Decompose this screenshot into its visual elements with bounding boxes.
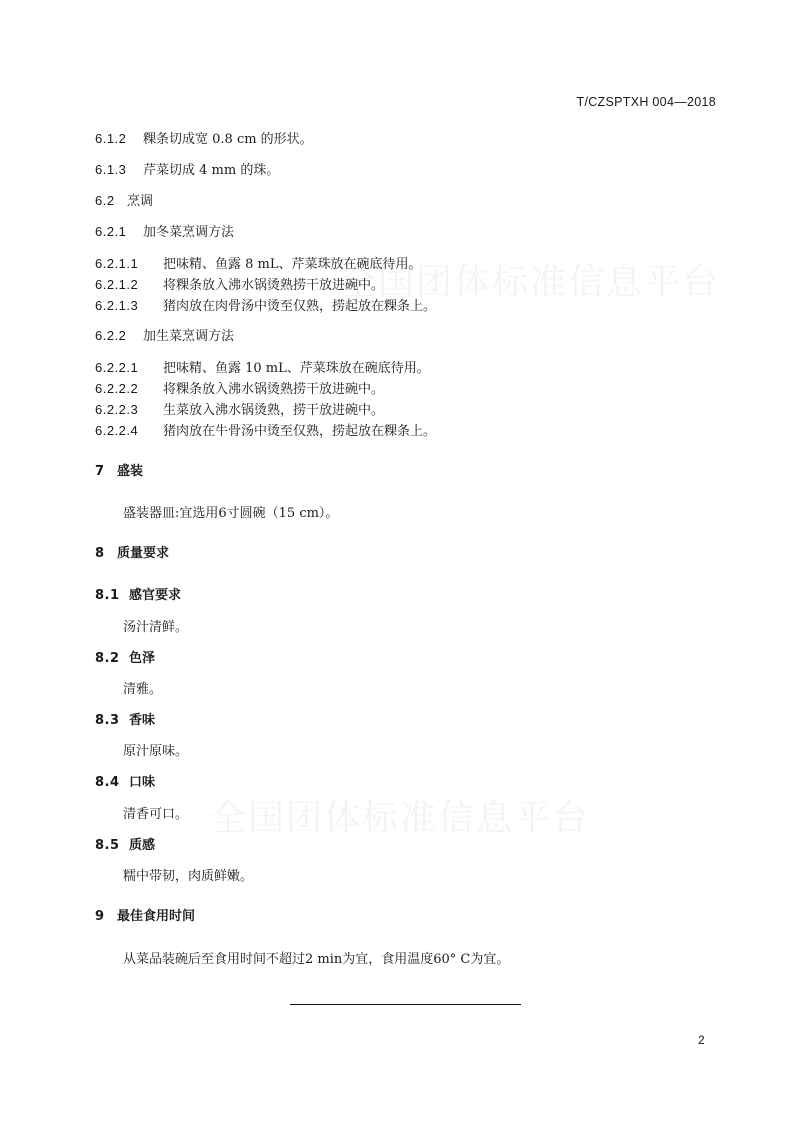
clause-number: 6.2.1.2 — [95, 277, 139, 292]
clause-number: 6.2.1.1 — [95, 256, 139, 271]
clause-number: 6.1.2 — [95, 131, 127, 146]
clause-number: 6.2.1 — [95, 224, 127, 239]
clause-text: 将粿条放入沸水锅烫熟捞干放进碗中。 — [163, 382, 385, 397]
clause-6-2-2-2 — [95, 381, 384, 398]
clause-number: 6.2.2.4 — [95, 423, 139, 438]
clause-heading: 加生菜烹调方法 — [143, 329, 235, 344]
clause-number: 6.2.1.3 — [95, 298, 139, 313]
section-title: 质量要求 — [117, 546, 170, 561]
document-code: T/CZSPTXH 004—2018 — [576, 95, 716, 109]
clause-6-2-1-2 — [95, 277, 384, 294]
clause-8-3-heading — [95, 713, 155, 729]
clause-6-2-1 — [95, 224, 234, 241]
clause-number: 8.2 — [95, 651, 120, 666]
section-7-body: 盛装器皿:宜选用6寸圆碗（15 cm）。 — [123, 506, 339, 521]
clause-8-3-body: 原汁原味。 — [123, 744, 189, 759]
clause-number: 6.2 — [95, 193, 115, 208]
clause-title: 口味 — [129, 775, 156, 790]
clause-number: 8.3 — [95, 713, 120, 728]
clause-number: 6.2.2.3 — [95, 402, 139, 417]
clause-title: 感官要求 — [129, 588, 182, 603]
clause-text: 芹菜切成 4 mm 的珠。 — [143, 163, 280, 178]
clause-text: 猪肉放在牛骨汤中烫至仅熟，捞起放在粿条上。 — [163, 424, 437, 439]
clause-text: 把味精、鱼露 8 mL、芹菜珠放在碗底待用。 — [163, 257, 422, 272]
clause-text: 把味精、鱼露 10 mL、芹菜珠放在碗底待用。 — [163, 361, 430, 376]
clause-text: 猪肉放在肉骨汤中烫至仅熟，捞起放在粿条上。 — [163, 299, 437, 314]
section-9-body: 从菜品装碗后至食用时间不超过2 min为宜，食用温度60° C为宜。 — [123, 952, 510, 967]
clause-6-2-2 — [95, 328, 234, 345]
clause-8-5-heading — [95, 838, 155, 854]
section-title: 盛装 — [117, 464, 144, 479]
clause-8-1-heading — [95, 588, 181, 604]
clause-6-2-1-3 — [95, 298, 436, 315]
watermark: 全国团体标准信息平台 — [210, 798, 591, 839]
section-title: 最佳食用时间 — [117, 909, 196, 924]
clause-6-2-1-1 — [95, 256, 422, 273]
clause-6-2-2-1 — [95, 360, 430, 377]
clause-8-2-body: 清雅。 — [123, 682, 163, 697]
clause-6-2-2-4 — [95, 423, 436, 440]
section-number: 7 — [95, 464, 105, 479]
clause-6-1-3 — [95, 162, 279, 179]
clause-heading: 烹调 — [127, 194, 154, 209]
clause-6-2-2-3 — [95, 402, 384, 419]
clause-8-4-heading — [95, 775, 155, 791]
section-number: 8 — [95, 546, 105, 561]
clause-number: 8.1 — [95, 588, 120, 603]
clause-text: 生菜放入沸水锅烫熟，捞干放进碗中。 — [163, 403, 385, 418]
clause-number: 6.2.2 — [95, 328, 127, 343]
end-rule — [290, 1004, 521, 1005]
clause-number: 8.4 — [95, 775, 120, 790]
clause-title: 香味 — [129, 713, 156, 728]
section-7-heading — [95, 464, 143, 480]
clause-text: 粿条切成宽 0.8 cm 的形状。 — [143, 132, 313, 147]
clause-6-1-2 — [95, 131, 313, 148]
section-9-heading — [95, 909, 195, 925]
clause-8-2-heading — [95, 651, 155, 667]
clause-title: 色泽 — [129, 651, 156, 666]
clause-8-1-body: 汤汁清鲜。 — [123, 620, 189, 635]
section-number: 9 — [95, 909, 105, 924]
clause-8-4-body: 清香可口。 — [123, 807, 189, 822]
section-8-heading — [95, 546, 169, 562]
watermark: 全国团体标准信息平台 — [340, 262, 721, 303]
clause-number: 6.2.2.1 — [95, 360, 139, 375]
clause-8-5-body: 糯中带韧，肉质鲜嫩。 — [123, 869, 254, 884]
clause-6-2 — [95, 193, 153, 210]
page-number: 2 — [698, 1033, 705, 1047]
clause-number: 8.5 — [95, 838, 120, 853]
clause-heading: 加冬菜烹调方法 — [143, 225, 235, 240]
clause-text: 将粿条放入沸水锅烫熟捞干放进碗中。 — [163, 278, 385, 293]
clause-title: 质感 — [129, 838, 156, 853]
clause-number: 6.2.2.2 — [95, 381, 139, 396]
clause-number: 6.1.3 — [95, 162, 127, 177]
